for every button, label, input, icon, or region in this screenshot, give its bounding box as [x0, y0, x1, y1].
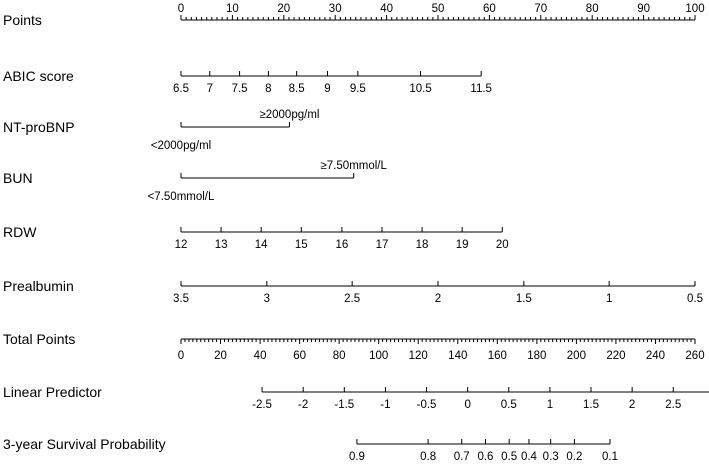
points-tick-label: 40 — [380, 3, 393, 15]
rdw-tick-label: 13 — [214, 239, 228, 251]
total-points-tick-label: 40 — [253, 350, 267, 362]
linear-predictor-tick-label: -1 — [380, 399, 391, 411]
row-label-prealbumin: Prealbumin — [3, 278, 74, 294]
row-label-abic-score: ABIC score — [3, 68, 74, 84]
abic-score-tick-label: 9 — [324, 83, 331, 95]
prealbumin-tick-label: 2 — [434, 293, 442, 305]
linear-predictor-tick-label: 1 — [546, 399, 554, 411]
points-tick-label: 60 — [483, 3, 496, 15]
row-label-rdw: RDW — [3, 224, 37, 240]
abic-score-tick-label: 8.5 — [288, 83, 305, 95]
3-year-survival-probability-tick-label: 0.2 — [566, 451, 583, 463]
linear-predictor-tick-label: 1.5 — [583, 399, 600, 411]
points-tick-label: 30 — [328, 3, 342, 15]
total-points-tick-label: 120 — [408, 350, 428, 362]
points-tick-label: 10 — [226, 3, 239, 15]
points-tick-label: 100 — [685, 3, 705, 15]
linear-predictor-tick-label: -2 — [298, 399, 309, 411]
abic-score-tick-label: 10.5 — [409, 83, 432, 95]
prealbumin-tick-label: 3.5 — [173, 293, 189, 305]
prealbumin-tick-label: 0.5 — [687, 293, 703, 305]
rdw-tick-label: 19 — [455, 239, 469, 251]
3-year-survival-probability-tick-label: 0.7 — [453, 451, 470, 463]
total-points-tick-label: 0 — [177, 350, 185, 362]
row-label-points: Points — [3, 12, 42, 28]
nt-probnp-level-label: <2000pg/ml — [150, 140, 212, 152]
points-tick-label: 90 — [637, 3, 650, 15]
total-points-tick-label: 200 — [566, 350, 586, 362]
total-points-tick-label: 140 — [448, 350, 468, 362]
linear-predictor-tick-label: 0 — [464, 399, 471, 411]
labels-layer — [3, 3, 709, 463]
total-points-tick-label: 240 — [645, 350, 666, 362]
rdw-tick-label: 16 — [335, 239, 349, 251]
prealbumin-tick-label: 1.5 — [515, 293, 532, 305]
points-tick-label: 20 — [277, 3, 291, 15]
abic-score-tick-label: 7.5 — [231, 83, 248, 95]
axes-layer — [181, 15, 709, 444]
rdw-tick-label: 12 — [174, 239, 188, 251]
row-label-3-year-survival-probability: 3-year Survival Probability — [3, 436, 166, 452]
3-year-survival-probability-tick-label: 0.5 — [501, 451, 518, 463]
3-year-survival-probability-tick-label: 0.4 — [520, 451, 537, 463]
3-year-survival-probability-tick-label: 0.9 — [348, 451, 365, 463]
prealbumin-tick-label: 3 — [263, 293, 271, 305]
linear-predictor-tick-label: 0.5 — [500, 399, 517, 411]
linear-predictor-tick-label: -1.5 — [334, 399, 355, 411]
row-label-total-points: Total Points — [3, 331, 76, 347]
3-year-survival-probability-tick-label: 0.1 — [601, 451, 618, 463]
abic-score-tick-label: 9.5 — [349, 83, 366, 95]
total-points-tick-label: 60 — [293, 350, 307, 362]
row-label-nt-probnp: NT-proBNP — [3, 119, 75, 135]
points-tick-label: 0 — [177, 3, 185, 15]
linear-predictor-tick-label: -0.5 — [416, 399, 437, 411]
linear-predictor-tick-label: -2.5 — [252, 399, 272, 411]
3-year-survival-probability-tick-label: 0.6 — [477, 451, 494, 463]
prealbumin-tick-label: 2.5 — [344, 293, 361, 305]
rdw-tick-label: 18 — [415, 239, 429, 251]
abic-score-tick-label: 8 — [265, 83, 272, 95]
bun-level-label: ≥7.50mmol/L — [320, 160, 387, 172]
bun-level-label: <7.50mmol/L — [147, 191, 215, 203]
nt-probnp-level-label: ≥2000pg/ml — [259, 109, 320, 121]
points-tick-label: 70 — [534, 3, 548, 15]
points-tick-label: 50 — [431, 3, 445, 15]
rdw-tick-label: 20 — [495, 239, 509, 251]
total-points-tick-label: 220 — [606, 350, 626, 362]
row-label-linear-predictor: Linear Predictor — [3, 384, 102, 400]
total-points-tick-label: 260 — [685, 350, 705, 362]
total-points-tick-label: 20 — [214, 350, 227, 362]
rdw-tick-label: 17 — [375, 239, 389, 251]
rdw-tick-label: 15 — [294, 239, 308, 251]
total-points-tick-label: 180 — [527, 350, 547, 362]
abic-score-tick-label: 11.5 — [470, 83, 492, 95]
linear-predictor-tick-label: 2 — [628, 399, 636, 411]
total-points-tick-label: 80 — [332, 350, 346, 362]
total-points-tick-label: 100 — [369, 350, 389, 362]
linear-predictor-tick-label: 2.5 — [665, 399, 682, 411]
total-points-tick-label: 160 — [487, 350, 507, 362]
3-year-survival-probability-tick-label: 0.3 — [542, 451, 559, 463]
prealbumin-tick-label: 1 — [605, 293, 613, 305]
abic-score-tick-label: 6.5 — [173, 83, 189, 95]
rdw-tick-label: 14 — [254, 239, 268, 251]
3-year-survival-probability-tick-label: 0.8 — [420, 451, 437, 463]
abic-score-tick-label: 7 — [206, 83, 213, 95]
row-label-bun: BUN — [3, 170, 33, 186]
points-tick-label: 80 — [585, 3, 599, 15]
